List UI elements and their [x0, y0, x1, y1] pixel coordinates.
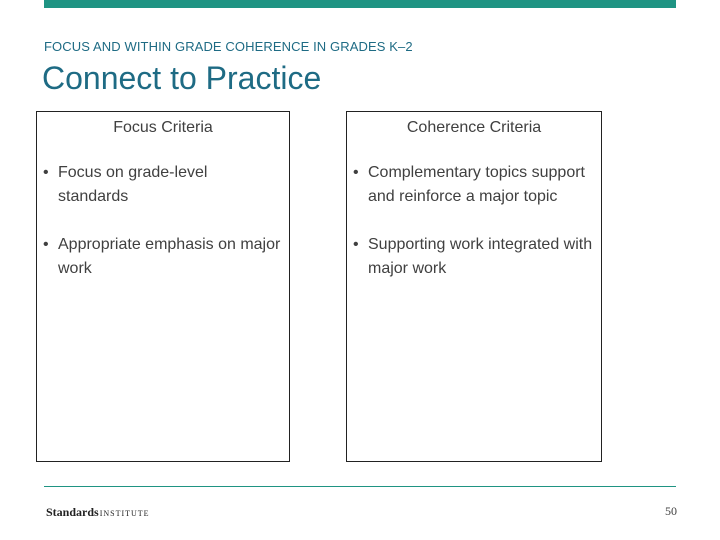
list-item-text: Appropriate emphasis on major work: [58, 236, 281, 277]
logo-sub-text: INSTITUTE: [99, 509, 150, 518]
bullet-icon: •: [353, 164, 359, 181]
section-eyebrow: FOCUS AND WITHIN GRADE COHERENCE IN GRADES K–2: [44, 39, 413, 54]
coherence-criteria-list: [347, 161, 601, 281]
slide-title: Connect to Practice: [42, 60, 322, 96]
footer-divider: [44, 486, 676, 487]
list-item-text: Supporting work integrated with major work: [368, 236, 593, 277]
coherence-criteria-heading: Coherence Criteria: [406, 119, 542, 136]
focus-criteria-heading: Focus Criteria: [113, 119, 213, 136]
bullet-icon: •: [353, 236, 359, 253]
list-item-text: Complementary topics support and reinforce a major topic: [368, 164, 585, 205]
list-item: [43, 161, 281, 209]
top-accent-bar: [44, 0, 676, 8]
list-item: [43, 233, 281, 281]
list-item-text: Focus on grade-level standards: [58, 164, 208, 205]
list-item: [353, 233, 593, 281]
focus-criteria-panel: [36, 111, 290, 462]
focus-criteria-list: [37, 161, 289, 281]
list-item: [353, 161, 593, 209]
page-number: 50: [665, 504, 677, 518]
coherence-criteria-panel: [346, 111, 602, 462]
standards-institute-logo: [46, 503, 150, 521]
bullet-icon: •: [43, 164, 49, 181]
logo-main-text: Standards: [46, 505, 99, 519]
bullet-icon: •: [43, 236, 49, 253]
